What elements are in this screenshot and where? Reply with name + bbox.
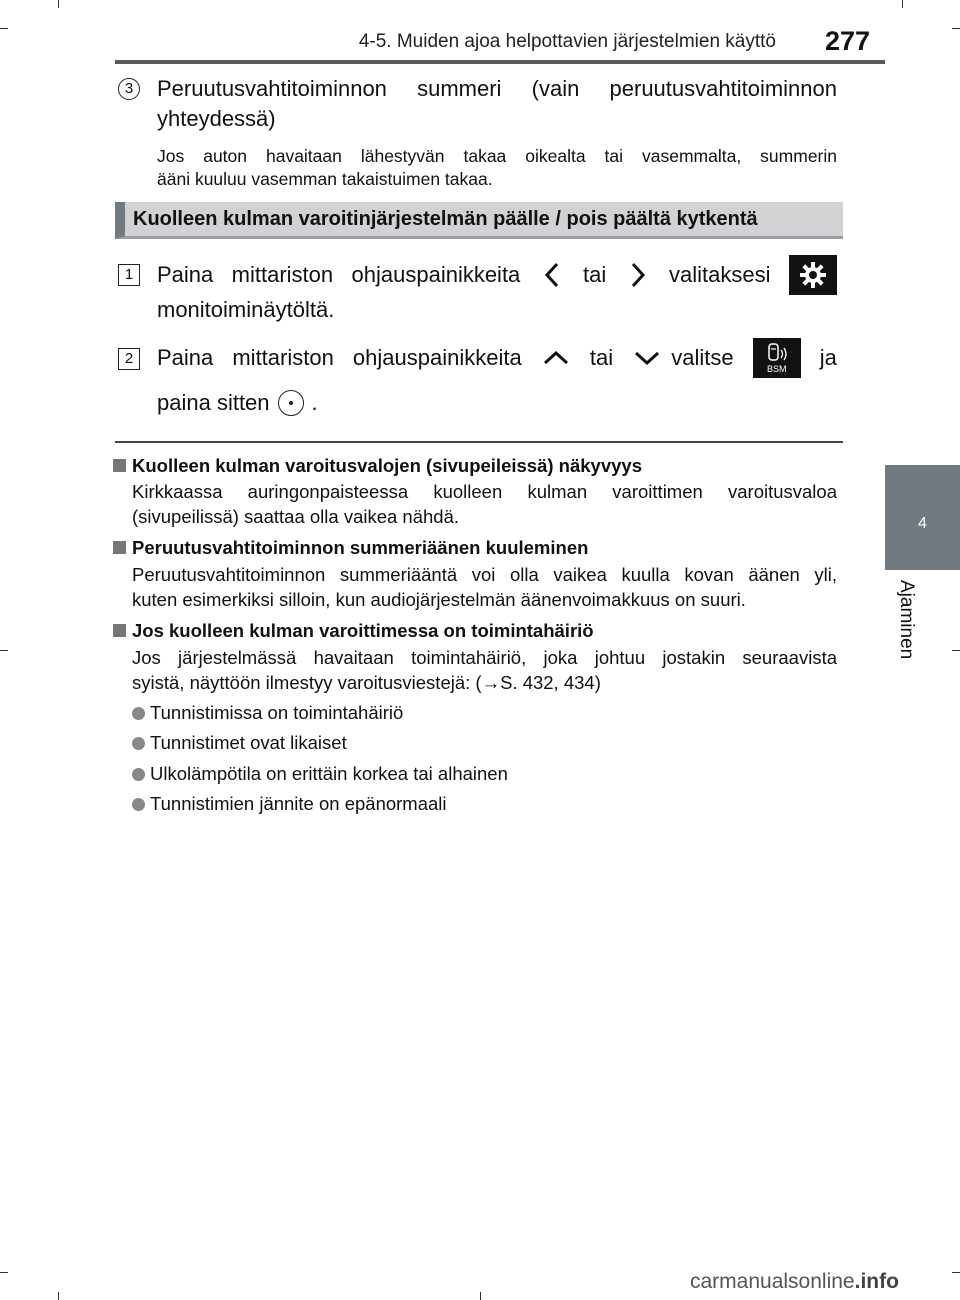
header-title: 4-5. Muiden ajoa helpottavien järjestelmien käyttö bbox=[358, 31, 776, 52]
header-rule bbox=[115, 60, 885, 64]
step2-line2-text: paina sitten bbox=[157, 390, 270, 415]
watermark-suffix: .info bbox=[854, 1270, 899, 1293]
bullet-text: Tunnistimissa on toimintahäiriö bbox=[150, 702, 404, 723]
note-heading-text: Peruutusvahtitoiminnon summeriäänen kuuleminen bbox=[132, 537, 589, 558]
note-heading bbox=[113, 537, 588, 559]
crop-mark bbox=[952, 650, 960, 651]
bullet-dot-icon bbox=[132, 798, 145, 811]
step2-word: ja bbox=[819, 345, 837, 370]
settings-gear-icon bbox=[789, 255, 837, 295]
chevron-up-icon bbox=[541, 343, 571, 373]
step1-word: mittariston bbox=[231, 262, 334, 287]
step-number-1: 1 bbox=[118, 264, 140, 286]
page-number: 277 bbox=[824, 26, 870, 56]
bullet-text: Ulkolämpötila on erittäin korkea tai alhainen bbox=[150, 763, 508, 784]
step1-word: valitaksesi bbox=[669, 262, 771, 287]
crop-mark bbox=[480, 1292, 481, 1300]
item3-desc-line2: ääni kuuluu vasemman takaistuimen takaa. bbox=[157, 169, 493, 189]
bsm-label: BSM bbox=[766, 364, 787, 374]
step1-word: ohjauspainikkeita bbox=[351, 262, 521, 287]
crop-mark bbox=[0, 28, 8, 29]
watermark bbox=[690, 1270, 899, 1294]
crop-mark bbox=[0, 1272, 8, 1273]
chevron-down-icon bbox=[632, 343, 662, 373]
step1-line1 bbox=[157, 255, 837, 295]
bullet-item bbox=[132, 732, 347, 754]
step2-word: Paina bbox=[157, 345, 214, 370]
ok-button-icon bbox=[278, 390, 304, 416]
chapter-tab bbox=[885, 465, 960, 570]
note-heading-text: Jos kuolleen kulman varoittimessa on toimintahäiriö bbox=[132, 620, 594, 641]
step1-line2: monitoiminäytöltä. bbox=[157, 297, 335, 322]
step2-word: ohjauspainikkeita bbox=[352, 345, 522, 370]
bullet-text: Tunnistimien jännite on epänormaali bbox=[150, 793, 447, 814]
crop-mark bbox=[58, 0, 59, 8]
bullet-dot-icon bbox=[132, 737, 145, 750]
crop-mark bbox=[0, 650, 8, 651]
bullet-item bbox=[132, 763, 508, 785]
step2-line2-end: . bbox=[311, 390, 318, 415]
note-heading-text: Kuolleen kulman varoitusvalojen (sivupeileissä) näkyvyys bbox=[132, 455, 642, 476]
note-heading bbox=[113, 455, 642, 477]
step2-word: mittariston bbox=[232, 345, 334, 370]
bullet-item bbox=[132, 702, 403, 724]
item3-title-line1: Peruutusvahtitoiminnon summeri (vain peruutusvahtitoiminnon bbox=[157, 76, 837, 101]
note-body-line: syistä, näyttöön ilmestyy varoitusviestejä: (→S. 432, 434) bbox=[132, 672, 601, 693]
step2-line2 bbox=[157, 390, 318, 416]
section-heading-bar bbox=[115, 202, 843, 239]
crop-mark bbox=[952, 1272, 960, 1273]
chapter-number: 4 bbox=[918, 515, 927, 532]
chapter-label: Ajaminen bbox=[896, 580, 917, 660]
bullet-dot-icon bbox=[132, 768, 145, 781]
item3-title-line2: yhteydessä) bbox=[157, 106, 276, 131]
note-body-line: (sivupeilissä) saattaa olla vaikea nähdä. bbox=[132, 506, 460, 527]
step-number-2: 2 bbox=[118, 348, 140, 370]
note-body-line: kuten esimerkiksi silloin, kun audiojärjestelmän äänenvoimakkuus on suuri. bbox=[132, 589, 746, 610]
note-body-line: Kirkkaassa auringonpaisteessa kuolleen kulman varoittimen varoitusvaloa bbox=[132, 481, 837, 502]
chevron-left-icon bbox=[539, 260, 565, 290]
step2-word: tai bbox=[589, 345, 614, 370]
note-body-line: Jos järjestelmässä havaitaan toimintahäiriö, joka johtuu jostakin seuraavista bbox=[132, 647, 837, 668]
square-bullet-icon bbox=[113, 459, 126, 472]
bullet-item bbox=[132, 793, 447, 815]
crop-mark bbox=[952, 28, 960, 29]
section-heading: Kuolleen kulman varoitinjärjestelmän päälle / pois päältä kytkentä bbox=[133, 208, 758, 230]
notes-divider bbox=[115, 441, 843, 443]
bullet-text: Tunnistimet ovat likaiset bbox=[150, 732, 347, 753]
crop-mark bbox=[902, 0, 903, 8]
step1-word: Paina bbox=[157, 262, 214, 287]
square-bullet-icon bbox=[113, 624, 126, 637]
chevron-right-icon bbox=[625, 260, 651, 290]
item3-desc-line1: Jos auton havaitaan lähestyvän takaa oikealta tai vasemmalta, summerin bbox=[157, 146, 837, 166]
square-bullet-icon bbox=[113, 541, 126, 554]
step2-word: valitse bbox=[671, 345, 734, 370]
watermark-main: carmanualsonline bbox=[690, 1270, 855, 1293]
note-heading bbox=[113, 620, 594, 642]
crop-mark bbox=[58, 1292, 59, 1300]
step2-line1 bbox=[157, 338, 837, 378]
item-number-3: 3 bbox=[118, 78, 140, 100]
bullet-dot-icon bbox=[132, 707, 145, 720]
note-body-line: Peruutusvahtitoiminnon summeriääntä voi olla vaikea kuulla kovan äänen yli, bbox=[132, 564, 837, 585]
bsm-icon bbox=[753, 338, 801, 378]
step1-word: tai bbox=[583, 262, 607, 287]
